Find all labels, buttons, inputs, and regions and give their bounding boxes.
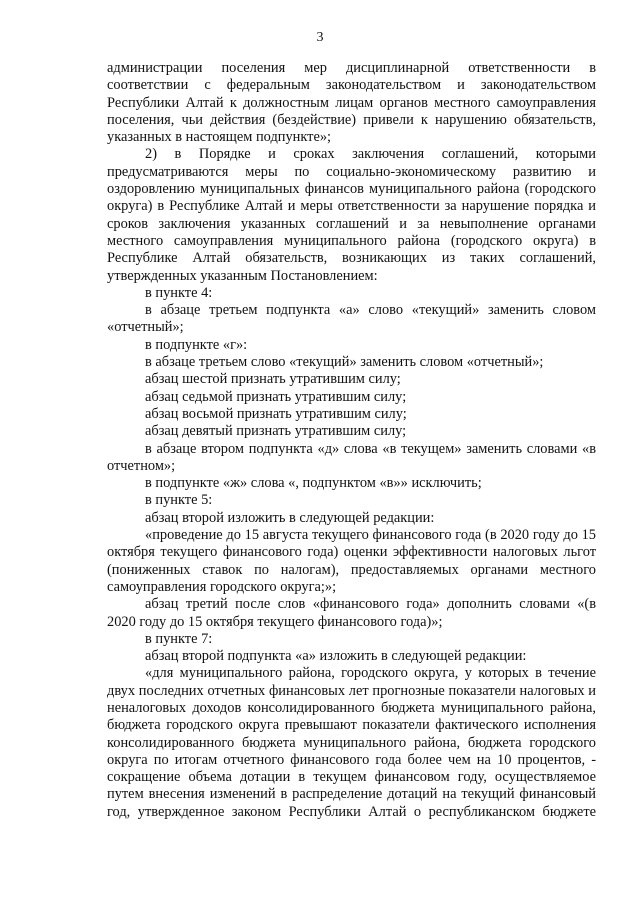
document-body (107, 60, 596, 821)
paragraph: абзац девятый признать утратившим силу; (145, 423, 407, 440)
paragraph: абзац восьмой признать утратившим силу; (145, 405, 407, 422)
paragraph: в подпункте «ж» слова «, подпунктом «в»» исключить; (145, 475, 482, 492)
paragraph: абзац второй изложить в следующей редакции: (145, 509, 435, 526)
paragraph: «проведение до 15 августа текущего финансового года (в 2020 году до 15 октября текущего финансового года) оценки эффективности налоговых льгот (пониженных ставок по налогам), предоставляемых органами местного самоуправления городского округа;»; (107, 527, 596, 595)
paragraph: абзац шестой признать утратившим силу; (145, 371, 401, 388)
page-number: 3 (316, 30, 324, 45)
paragraph: абзац второй подпункта «а» изложить в следующей редакции: (145, 648, 527, 665)
paragraph: в пункте 7: (145, 630, 213, 647)
paragraph: абзац седьмой признать утратившим силу; (145, 388, 407, 405)
paragraph: абзац третий после слов «финансового года» дополнить словами «(в 2020 году до 15 октября текущего финансового года)»; (107, 596, 596, 630)
paragraph: в абзаце третьем подпункта «а» слово «текущий» заменить словом «отчетный»; (107, 302, 596, 336)
paragraph: 2) в Порядке и сроках заключения соглашений, которыми предусматриваются меры по социально-экономическому развитию и оздоровлению муниципальных финансов муниципального района (городского округа) в Республике Алтай и меры ответственности за нарушение порядка и сроков заключения указанных соглашений и за невыполнение органами местного самоуправления муниципального района (городского округа) в Республике Алтай обязательств, возникающих из таких соглашений, утвержденных указанным Постановлением: (107, 146, 596, 284)
paragraph: в пункте 5: (145, 492, 213, 509)
paragraph: администрации поселения мер дисциплинарной ответственности в соответствии с федеральным законодательством и законодательством Республики Алтай к должностным лицам органов местного самоуправления поселения, чьи действия (бездействие) привели к нарушению обязательств, указанных в настоящем подпункте»; (107, 60, 596, 146)
paragraph: в абзаце третьем слово «текущий» заменить словом «отчетный»; (145, 354, 544, 371)
paragraph: в пункте 4: (145, 284, 213, 301)
paragraph: «для муниципального района, городского округа, у которых в течение двух последних отчетных финансовых лет прогнозные показатели налоговых и неналоговых доходов консолидированного бюджета муниципального района, бюджета городского округа превышают показатели фактического исполнения консолидированного бюджета муниципального района, бюджета городского округа по итогам отчетного финансового года более чем на 10 процентов, - сокращение объема дотации в текущем финансовом году, осуществляемое путем внесения изменений в распределение дотаций на текущий финансовый год, утвержденное законом Республики Алтай о республиканском бюджете (107, 665, 596, 820)
paragraph: в подпункте «г»: (145, 336, 248, 353)
paragraph: в абзаце втором подпункта «д» слова «в текущем» заменить словами «в отчетном»; (107, 440, 596, 474)
